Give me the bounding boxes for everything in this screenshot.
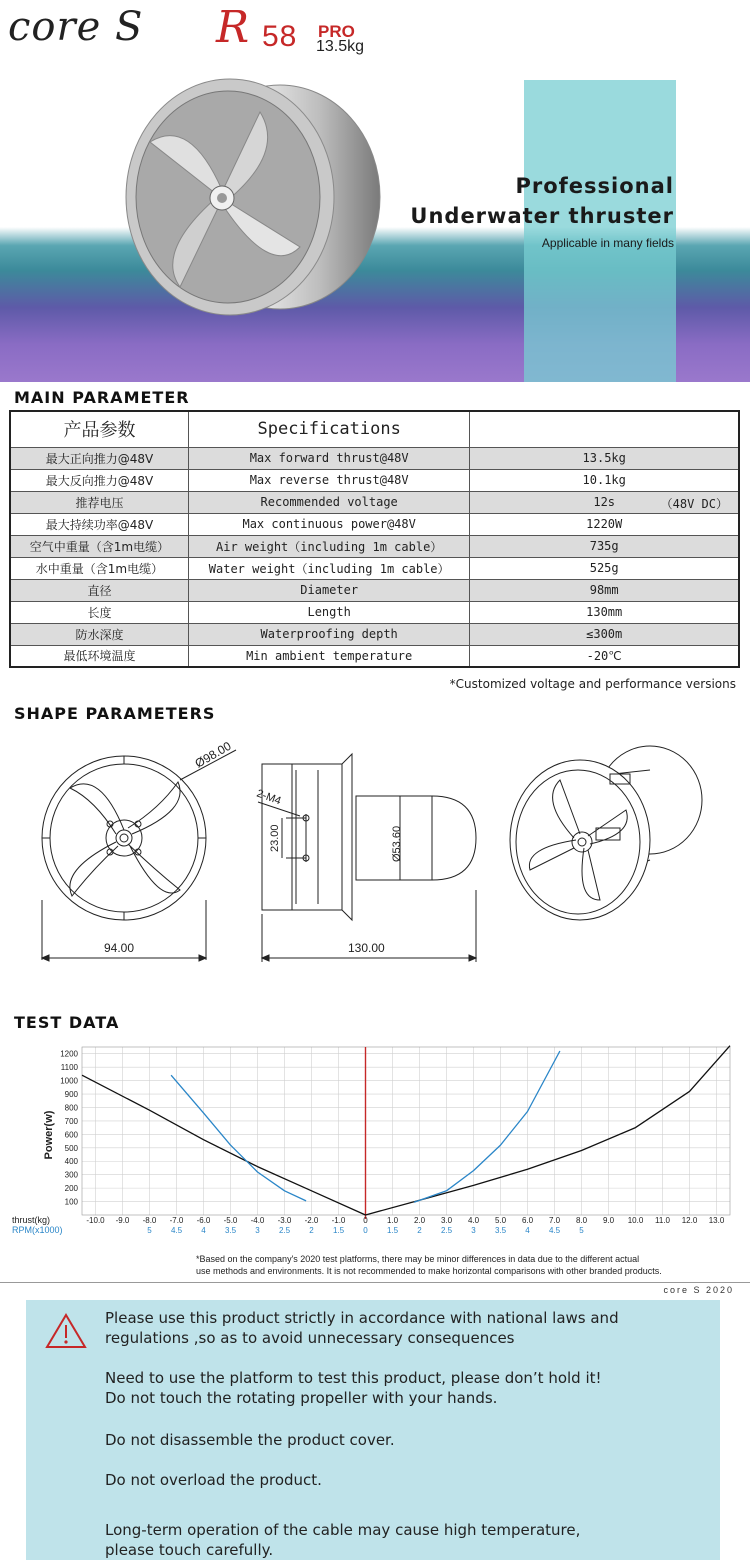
row-value: -20℃ [586, 648, 622, 663]
warning-line: Do not overload the product. [105, 1471, 322, 1489]
rpm-tick-label: 3.5 [494, 1226, 507, 1235]
x-tick-label: 0 [363, 1216, 368, 1225]
rpm-axis-label: RPM(x1000) [12, 1225, 63, 1235]
x-tick-label: -6.0 [196, 1216, 211, 1225]
warning-line: Do not touch the rotating propeller with your hands. [105, 1389, 498, 1407]
model-pro: PRO [318, 22, 355, 41]
row-cn-label: 空气中重量（含1m电缆） [10, 535, 188, 557]
row-value: 130mm [586, 605, 623, 619]
table-row [10, 623, 739, 645]
table-row [10, 645, 739, 667]
row-en-label: Max reverse thrust@48V [188, 469, 469, 491]
thruster-photo-icon [110, 72, 390, 332]
y-tick-label: 900 [64, 1090, 78, 1100]
warning-box [26, 1300, 720, 1560]
warning-item [105, 1470, 322, 1490]
x-tick-label: 1.0 [386, 1216, 399, 1225]
x-tick-label: 6.0 [521, 1216, 534, 1225]
row-value-cell [470, 447, 739, 469]
diameter-label: Ø98.00 [192, 738, 234, 771]
test-data-title: TEST DATA [14, 1013, 120, 1032]
warning-item [105, 1520, 580, 1560]
rpm-tick-label: 0 [363, 1226, 368, 1235]
rpm-tick-label: 2 [417, 1226, 422, 1235]
row-value-cell [470, 645, 739, 667]
length-label: 130.00 [348, 941, 385, 955]
row-value-cell [470, 469, 739, 491]
x-tick-label: 2.0 [413, 1216, 426, 1225]
rpm-tick-label: 4 [201, 1226, 206, 1235]
chart-note-line1: *Based on the company's 2020 test platforms, there may be minor differences in data due to the different actual [196, 1254, 640, 1264]
rpm-tick-label: 1.5 [386, 1226, 399, 1235]
model-number: 58 [262, 20, 298, 53]
divider [0, 1282, 750, 1283]
x-tick-label: -10.0 [86, 1216, 105, 1225]
x-tick-label: -9.0 [115, 1216, 130, 1225]
row-en-label: Min ambient temperature [188, 645, 469, 667]
rpm-tick-label: 2.5 [278, 1226, 291, 1235]
warning-line: regulations ,so as to avoid unnecessary consequences [105, 1329, 515, 1347]
iso-view-drawing [510, 746, 702, 920]
row-value: 12s [593, 495, 616, 509]
row-en-label: Water weight（including 1m cable） [188, 557, 469, 579]
table-row [10, 601, 739, 623]
plot-frame [82, 1047, 730, 1215]
x-tick-label: -3.0 [277, 1216, 292, 1225]
x-tick-label: 4.0 [467, 1216, 480, 1225]
row-cn-label: 推荐电压 [10, 491, 188, 513]
y-tick-label: 1000 [60, 1076, 78, 1086]
header-val [470, 411, 739, 447]
width-label: 94.00 [104, 941, 135, 955]
rpm-tick-label: 3 [255, 1226, 260, 1235]
table-row [10, 469, 739, 491]
row-cn-label: 最低环境温度 [10, 645, 188, 667]
series-line-2 [414, 1051, 560, 1202]
row-value: 525g [589, 561, 619, 575]
rpm-tick-label: 2.5 [440, 1226, 453, 1235]
x-tick-label: -4.0 [250, 1216, 265, 1225]
rpm-tick-label: 4 [525, 1226, 530, 1235]
y-tick-label: 500 [64, 1143, 78, 1153]
rpm-tick-label: 5 [579, 1226, 584, 1235]
y-tick-label: 600 [64, 1130, 78, 1140]
row-en-label: Air weight（including 1m cable） [188, 535, 469, 557]
row-value-cell [470, 623, 739, 645]
x-tick-label: 11.0 [655, 1216, 670, 1225]
row-cn-label: 长度 [10, 601, 188, 623]
rpm-tick-label: 5 [147, 1226, 152, 1235]
row-value-extra: （48V DC） [660, 497, 728, 511]
y-tick-label: 200 [64, 1184, 78, 1194]
rpm-tick-label: 4.5 [548, 1226, 561, 1235]
row-value: 1220W [586, 517, 623, 531]
x-tick-label: 13.0 [708, 1216, 725, 1225]
warning-line: Long-term operation of the cable may cause high temperature, [105, 1521, 581, 1539]
x-tick-label: -2.0 [304, 1216, 319, 1225]
spec-table [9, 410, 740, 668]
warning-item [105, 1368, 602, 1408]
table-row [10, 557, 739, 579]
y-tick-label: 800 [64, 1103, 78, 1113]
thrust-axis-label: thrust(kg) [12, 1215, 51, 1225]
row-en-label: Waterproofing depth [188, 623, 469, 645]
x-tick-label: 9.0 [602, 1216, 615, 1225]
row-en-label: Max continuous power@48V [188, 513, 469, 535]
x-tick-label: 10.0 [627, 1216, 644, 1225]
row-en-label: Max forward thrust@48V [188, 447, 469, 469]
hero-accent-band [524, 80, 676, 382]
row-value-cell [470, 491, 739, 513]
x-tick-label: -7.0 [169, 1216, 184, 1225]
row-value: 13.5kg [582, 451, 626, 465]
hero-title-line2: Underwater thruster [410, 204, 674, 228]
warning-line: Do not disassemble the product cover. [105, 1431, 395, 1449]
x-tick-label: -5.0 [223, 1216, 238, 1225]
warning-line: please touch carefully. [105, 1541, 274, 1559]
rpm-tick-label: 4.5 [170, 1226, 183, 1235]
chart-note-line2: use methods and environments. It is not recommended to make horizontal comparisons with other branded products. [196, 1266, 662, 1276]
warning-item [105, 1430, 395, 1450]
series-line-0 [82, 1046, 730, 1215]
row-cn-label: 最大正向推力@48V [10, 447, 188, 469]
front-view-drawing [42, 750, 236, 961]
row-value: 10.1kg [582, 473, 626, 487]
row-en-label: Recommended voltage [188, 491, 469, 513]
hub-diameter-label: Ø53.60 [391, 825, 403, 862]
header [0, 0, 750, 72]
model-letter: R [216, 2, 250, 53]
rpm-tick-label: 3.5 [224, 1226, 237, 1235]
test-data-chart [0, 1035, 750, 1280]
chart-note [196, 1253, 741, 1277]
row-en-label: Length [188, 601, 469, 623]
rpm-tick-label: 3 [471, 1226, 476, 1235]
hole-label: 2-M4 [254, 787, 283, 808]
footer-tag: core S 2020 [663, 1285, 734, 1295]
table-row [10, 447, 739, 469]
y-tick-label: 1100 [60, 1063, 78, 1073]
table-note: *Customized voltage and performance versions [449, 677, 736, 691]
shape-drawings [0, 730, 750, 980]
hero-banner [0, 72, 750, 382]
table-row [10, 491, 739, 513]
row-value: ≤300m [586, 627, 623, 641]
y-tick-label: 400 [64, 1157, 78, 1167]
y-tick-label: 700 [64, 1116, 78, 1126]
header-cn: 产品参数 [10, 411, 188, 447]
row-cn-label: 防水深度 [10, 623, 188, 645]
table-row [10, 579, 739, 601]
x-tick-label: -8.0 [142, 1216, 157, 1225]
row-value-cell [470, 601, 739, 623]
y-tick-label: 300 [64, 1170, 78, 1180]
y-axis-label: Power(w) [43, 1110, 55, 1160]
y-tick-label: 100 [64, 1197, 78, 1207]
table-row [10, 513, 739, 535]
x-tick-label: 5.0 [494, 1216, 507, 1225]
row-cn-label: 水中重量（含1m电缆） [10, 557, 188, 579]
y-tick-label: 1200 [60, 1049, 78, 1059]
table-row [10, 535, 739, 557]
row-cn-label: 直径 [10, 579, 188, 601]
main-parameter-title: MAIN PARAMETER [14, 388, 190, 407]
hole-spacing-label: 23.00 [269, 824, 281, 852]
row-en-label: Diameter [188, 579, 469, 601]
row-cn-label: 最大反向推力@48V [10, 469, 188, 491]
x-tick-label: 3.0 [440, 1216, 453, 1225]
x-tick-label: 7.0 [548, 1216, 561, 1225]
x-tick-label: 12.0 [681, 1216, 698, 1225]
warning-line: Please use this product strictly in accordance with national laws and [105, 1309, 619, 1327]
warning-line: Need to use the platform to test this product, please don’t hold it! [105, 1369, 602, 1387]
rpm-tick-label: 2 [309, 1226, 314, 1235]
x-tick-label: -1.0 [331, 1216, 346, 1225]
shape-parameters-title: SHAPE PARAMETERS [14, 704, 216, 723]
x-tick-label: 8.0 [575, 1216, 588, 1225]
row-value-cell [470, 513, 739, 535]
hero-title-line1: Professional [515, 174, 674, 198]
row-value: 98mm [589, 583, 619, 597]
table-header-row [10, 411, 739, 447]
brand-logo: core S [8, 4, 144, 50]
row-cn-label: 最大持续功率@48V [10, 513, 188, 535]
row-value-cell [470, 557, 739, 579]
side-view-drawing [258, 754, 476, 962]
hero-subtitle: Applicable in many fields [541, 236, 674, 250]
model-weight: 13.5kg [316, 38, 365, 55]
warning-item [105, 1308, 619, 1348]
row-value: 735g [589, 539, 619, 553]
rpm-tick-label: 1.5 [332, 1226, 345, 1235]
header-en: Specifications [188, 411, 469, 447]
row-value-cell [470, 579, 739, 601]
warning-triangle-icon [44, 1312, 88, 1350]
row-value-cell [470, 535, 739, 557]
